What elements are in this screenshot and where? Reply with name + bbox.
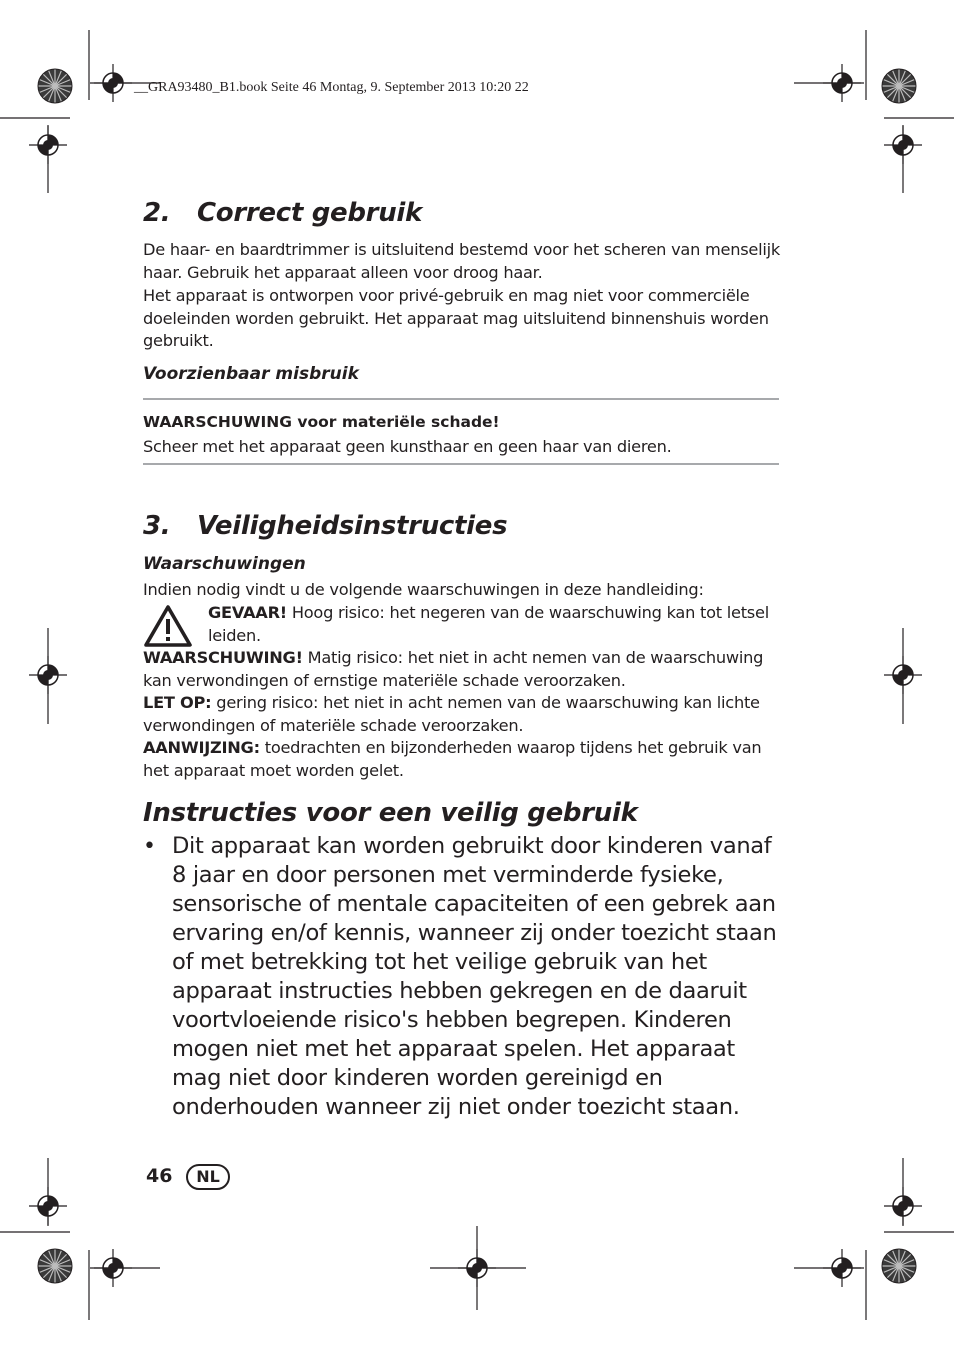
section-3-number: 3. [143,511,171,541]
caution-label: LET OP: [143,693,212,712]
safe-use-bullet-1: Dit apparaat kan worden gebruikt door kinderen vanaf 8 jaar en door personen met verminderde fysieke, sensorische of mentale capaciteiten of een gebrek aan ervaring en/of kennis, wanneer zij onder toezicht staan of met betrekking tot het veilige gebruik van het apparaat instructies hebben gekregen en de daaruit voortvloeiende risico's hebben begrepen. Kinderen mogen niet met het apparaat spelen. Het apparaat mag niet door kinderen worden gereinigd en onderhouden wanneer zij niet onder toezicht staan. [172,833,777,1120]
section-2-subheading: Voorzienbaar misbruik [143,364,359,384]
warning-entry [143,647,783,692]
note-label: AANWIJZING: [143,738,260,757]
warning-label: WAARSCHUWING! [143,648,303,667]
section-2-paragraph-1: De haar- en baardtrimmer is uitsluitend bestemd voor het scheren van menselijk haar. Gebruik het apparaat alleen voor droog haar. [143,240,780,282]
danger-label: GEVAAR! [208,603,287,622]
language-badge: NL [186,1164,230,1190]
note-text: toedrachten en bijzonderheden waarop tijdens het gebruik van het apparaat moet worden gelet. [143,738,762,780]
safe-use-heading: Instructies voor een veilig gebruik [143,798,638,828]
warnings-intro: Indien nodig vindt u de volgende waarschuwingen in deze handleiding: [143,580,704,599]
page-number: 46 [146,1165,173,1187]
material-damage-warning-text: Scheer met het apparaat geen kunsthaar en geen haar van dieren. [143,437,672,456]
section-2-title: Correct gebruik [197,198,423,228]
bullet-marker: • [143,834,156,859]
caution-text: gering risico: het niet in acht nemen van de waarschuwing kan lichte verwondingen of materiële schade veroorzaken. [143,693,760,735]
material-damage-warning-title: WAARSCHUWING voor materiële schade! [143,413,500,431]
section-3-title: Veiligheidsinstructies [197,511,508,541]
file-info-header: __GRA93480_B1.book Seite 46 Montag, 9. September 2013 10:20 22 [134,80,529,95]
warning-triangle-icon [143,604,193,648]
section-3-heading [143,511,507,541]
danger-entry [208,602,783,647]
caution-entry [143,692,783,737]
section-2-heading [143,198,422,228]
note-entry [143,737,783,782]
section-3-subheading: Waarschuwingen [143,554,306,574]
warning-box-bottom-rule [143,463,779,465]
section-2-paragraph-2: Het apparaat is ontworpen voor privé-gebruik en mag niet voor commerciële doeleinden worden gebruikt. Het apparaat mag uitsluitend binnenshuis worden gebruikt. [143,286,769,350]
warning-box-top-rule [143,398,779,400]
danger-text: Hoog risico: het negeren van de waarschuwing kan tot letsel leiden. [208,603,769,645]
section-2-number: 2. [143,198,171,228]
warning-text: Matig risico: het niet in acht nemen van de waarschuwing kan verwondingen of ernstige materiële schade veroorzaken. [143,648,764,690]
